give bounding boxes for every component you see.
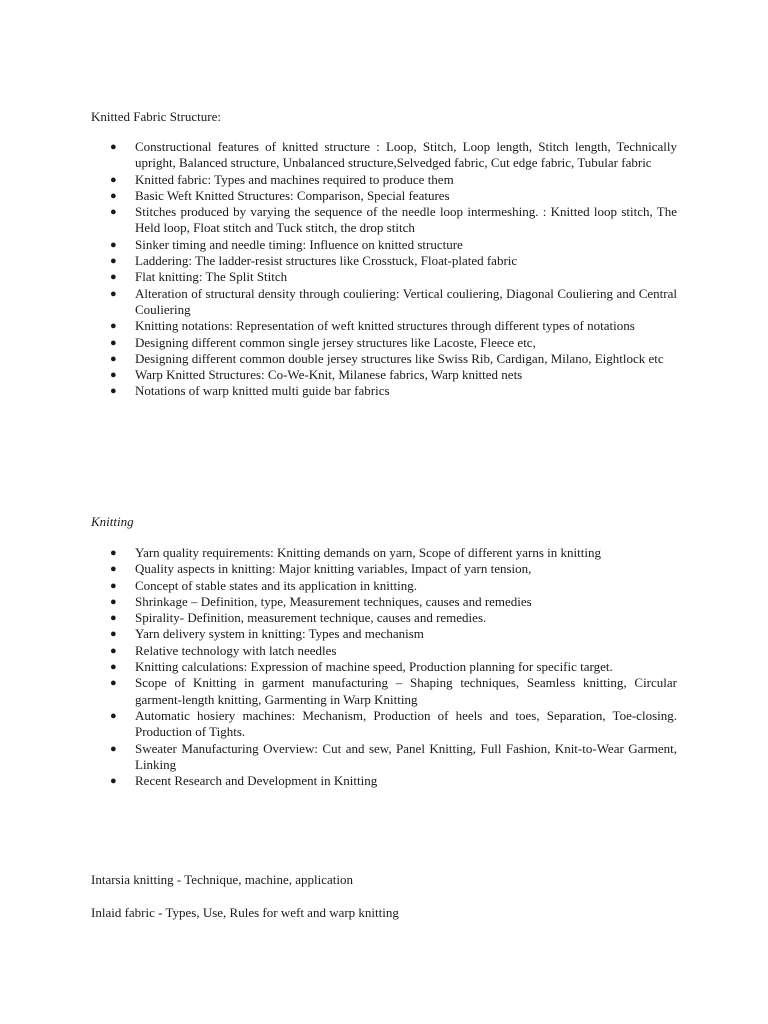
list-item-text: Quality aspects in knitting: Major knitting variables, Impact of yarn tension,: [135, 561, 532, 577]
list-item-text: Recent Research and Development in Knitting: [135, 773, 378, 789]
list-item: [91, 578, 677, 594]
bullet-icon: ●: [110, 369, 117, 382]
bullet-icon: ●: [110, 320, 117, 333]
bullet-icon: ●: [110, 547, 117, 559]
list-item: [91, 741, 677, 774]
section-title-knitting: Knitting: [91, 514, 134, 529]
list-item: [91, 188, 677, 204]
list-item: [91, 351, 677, 367]
bullet-icon: ●: [110, 287, 117, 300]
bullet-icon: ●: [110, 628, 117, 641]
list-item-text: Constructional features of knitted structure : Loop, Stitch, Loop length, Stitch length, Technically upright, Balanced structure, Unbalanced structure,Selvedged fabric, Cut edge fabric, Tubular fabric: [135, 139, 677, 171]
list-item-text: Notations of warp knitted multi guide bar fabrics: [135, 383, 390, 399]
list-item-text: Yarn delivery system in knitting: Types and mechanism: [135, 626, 424, 642]
list-item: [91, 626, 677, 642]
section-title-knitted-fabric-structure: Knitted Fabric Structure:: [91, 109, 221, 124]
list-item-text: Sinker timing and needle timing: Influence on knitted structure: [135, 236, 463, 252]
bullet-icon: ●: [110, 709, 117, 722]
bullet-icon: ●: [110, 612, 117, 625]
bullet-icon: ●: [110, 336, 117, 349]
bullet-icon: ●: [110, 742, 117, 755]
list-item-text: Spirality- Definition, measurement technique, causes and remedies.: [135, 610, 487, 626]
inlaid-fabric-line: Inlaid fabric - Types, Use, Rules for weft and warp knitting: [91, 905, 399, 920]
bullet-icon: ●: [110, 385, 117, 398]
list-item: [91, 269, 677, 285]
list-item: [91, 659, 677, 675]
list-item: [91, 773, 677, 789]
list-item-text: Designing different common single jersey structures like Lacoste, Fleece etc,: [135, 334, 536, 350]
list-item-text: Knitting notations: Representation of weft knitted structures through different types of notations: [135, 318, 635, 334]
list-item: [91, 594, 677, 610]
list-item: [91, 253, 677, 269]
list-item-text: Knitted fabric: Types and machines required to produce them: [135, 171, 454, 187]
bullet-icon: ●: [110, 255, 117, 268]
bullet-icon: ●: [110, 189, 117, 202]
list-item-text: Automatic hosiery machines: Mechanism, Production of heels and toes, Separation, Toe-closing. Production of Tights.: [135, 707, 677, 740]
list-item: [91, 335, 677, 351]
list-item: [91, 286, 677, 319]
bullet-icon: ●: [110, 352, 117, 365]
list-item-text: Warp Knitted Structures: Co-We-Knit, Milanese fabrics, Warp knitted nets: [135, 367, 523, 383]
bullet-icon: ●: [110, 644, 117, 657]
list-item: [91, 545, 677, 561]
list-item: [91, 204, 677, 237]
list-item-text: Stitches produced by varying the sequence of the needle loop intermeshing. : Knitted loop stitch, The Held loop, Float stitch and Tuck stitch, the drop stitch: [135, 204, 677, 236]
list-item: [91, 643, 677, 659]
list-item-text: Relative technology with latch needles: [135, 642, 337, 658]
bullet-list-knitting: [91, 545, 677, 789]
bullet-icon: ●: [110, 677, 117, 690]
list-item: [91, 708, 677, 741]
list-item-text: Scope of Knitting in garment manufacturing – Shaping techniques, Seamless knitting, Circular garment-length knitting, Garmenting in Warp Knitting: [135, 675, 677, 707]
list-item: [91, 139, 677, 172]
intarsia-knitting-line: Intarsia knitting - Technique, machine, application: [91, 872, 354, 887]
list-item-text: Laddering: The ladder-resist structures like Crosstuck, Float-plated fabric: [135, 253, 518, 269]
list-item: [91, 318, 677, 334]
bullet-icon: ●: [110, 271, 117, 284]
list-item: [91, 172, 677, 188]
list-item: [91, 367, 677, 383]
bullet-icon: ●: [110, 238, 117, 251]
bullet-list-knitted-fabric-structure: [91, 139, 677, 400]
list-item-text: Sweater Manufacturing Overview: Cut and sew, Panel Knitting, Full Fashion, Knit-to-Wear Garment, Linking: [135, 740, 677, 772]
bullet-icon: ●: [110, 661, 117, 674]
bullet-icon: ●: [110, 141, 117, 153]
list-item-text: Basic Weft Knitted Structures: Comparison, Special features: [135, 187, 450, 203]
bullet-icon: ●: [110, 563, 117, 576]
bullet-icon: ●: [110, 173, 117, 186]
list-item-text: Yarn quality requirements: Knitting demands on yarn, Scope of different yarns in knitting: [135, 545, 601, 560]
bullet-icon: ●: [110, 595, 117, 608]
list-item-text: Designing different common double jersey structures like Swiss Rib, Cardigan, Milano, Eightlock etc: [135, 350, 664, 366]
list-item-text: Knitting calculations: Expression of machine speed, Production planning for specific target.: [135, 659, 613, 675]
list-item-text: Concept of stable states and its application in knitting.: [135, 577, 417, 593]
list-item: [91, 237, 677, 253]
bullet-icon: ●: [110, 775, 117, 788]
list-item: [91, 383, 677, 399]
bullet-icon: ●: [110, 579, 117, 592]
list-item-text: Alteration of structural density through couliering: Vertical couliering, Diagonal Couliering and Central Couliering: [135, 285, 677, 317]
list-item-text: Flat knitting: The Split Stitch: [135, 269, 288, 285]
list-item: [91, 610, 677, 626]
list-item: [91, 561, 677, 577]
bullet-icon: ●: [110, 206, 117, 219]
list-item-text: Shrinkage – Definition, type, Measurement techniques, causes and remedies: [135, 593, 532, 609]
list-item: [91, 675, 677, 708]
